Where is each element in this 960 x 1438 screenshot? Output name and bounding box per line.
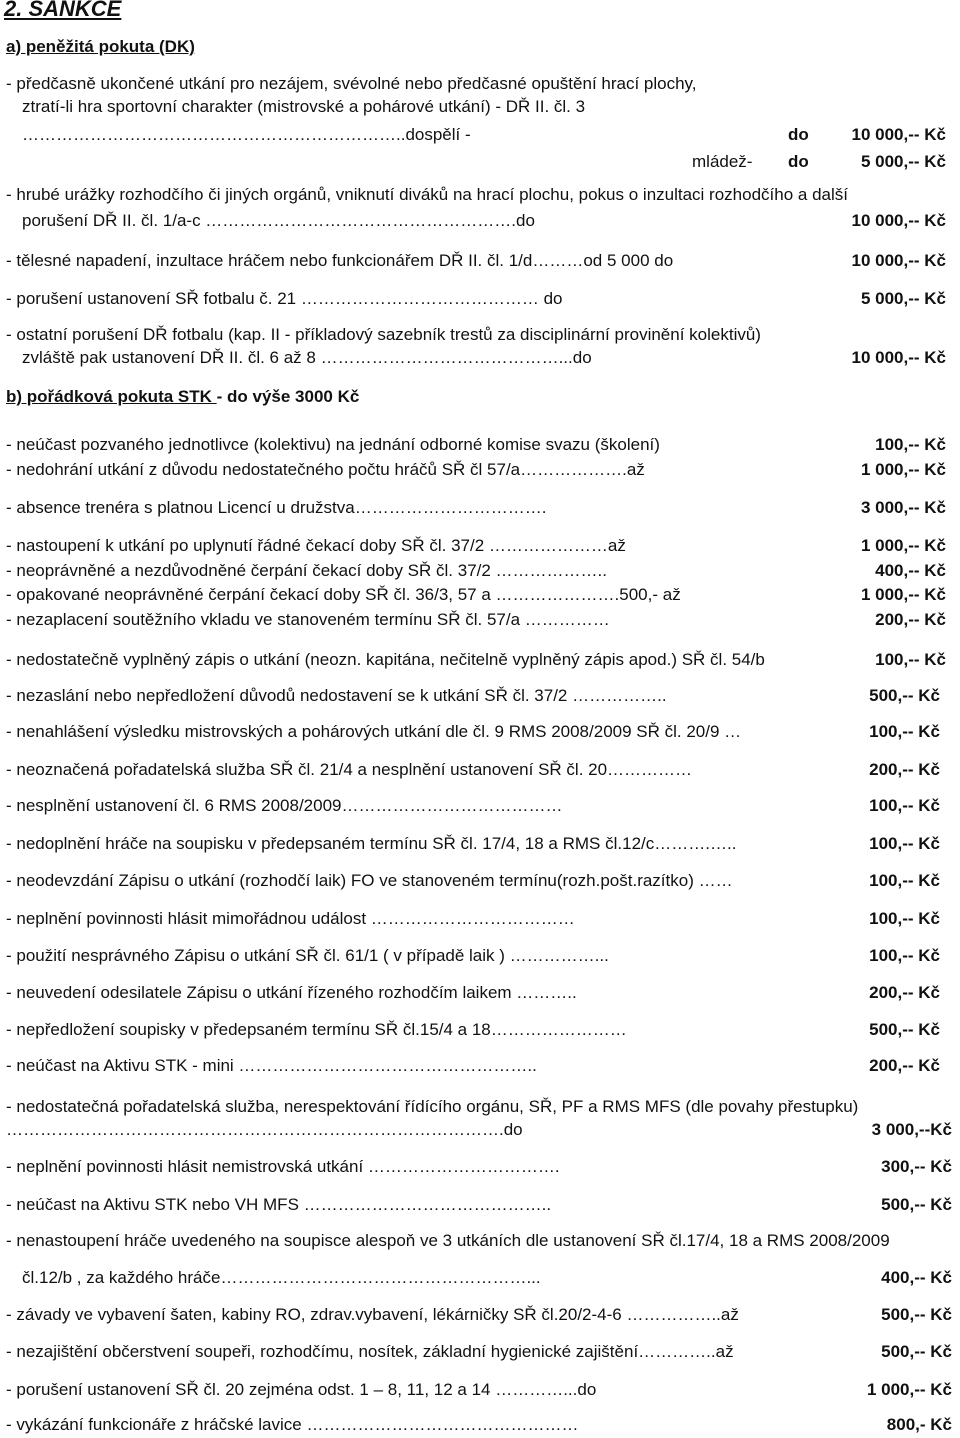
b-item-amount: 100,-- Kč — [875, 650, 946, 669]
b-item — [0, 1157, 960, 1179]
b-item-text: - použití nesprávného Zápisu o utkání SŘ čl. 61/1 ( v případě laik ) ……………... — [6, 946, 609, 965]
a-item-3-amount: 10 000,-- Kč — [851, 251, 946, 270]
a-item-1-line1: - předčasně ukončené utkání pro nezájem, svévolné nebo předčasné opuštění hrací plochy, — [6, 74, 697, 93]
b-item-text: - nenahlášení výsledku mistrovských a pohárových utkání dle čl. 9 RMS 2008/2009 SŘ čl. 20/9 … — [6, 722, 742, 741]
b-item — [0, 650, 960, 672]
b-item — [0, 760, 960, 782]
a-item-1-sub2-label: mládež- — [692, 152, 753, 171]
b-item — [0, 1268, 960, 1290]
b-item — [0, 585, 960, 607]
b-item — [0, 983, 960, 1005]
b-item — [0, 909, 960, 931]
b-item — [0, 1415, 960, 1437]
b-item-amount: 400,-- Kč — [875, 561, 946, 580]
b-item-amount: 1 000,-- Kč — [866, 1380, 952, 1399]
b-item-amount: 1 000,-- Kč — [860, 536, 946, 555]
b-item-amount: 500,-- Kč — [881, 1195, 952, 1214]
b-item-text: - nezaslání nebo nepředložení důvodů nedostavení se k utkání SŘ čl. 37/2 …………….. — [6, 686, 667, 705]
b-item — [0, 834, 960, 856]
a-item-3-line1: - tělesné napadení, inzultace hráčem nebo funkcionářem DŘ II. čl. 1/d………od 5 000 do — [6, 251, 674, 270]
b-item-text: - závady ve vybavení šaten, kabiny RO, zdrav.vybavení, lékárničky SŘ čl.20/2-4-6 ……………..až — [6, 1305, 739, 1324]
b-item-amount: 100,-- Kč — [869, 871, 940, 890]
b-item-text: - neoznačená pořadatelská služba SŘ čl. 21/4 a nesplnění ustanovení SŘ čl. 20…………… — [6, 760, 693, 779]
b-item-text: - neplnění povinnosti hlásit mimořádnou událost ……………………………… — [6, 909, 575, 928]
a-item-5-line1: - ostatní porušení DŘ fotbalu (kap. II - příkladový sazebník trestů za disciplinární provinění kolektivů) — [6, 325, 761, 344]
b-item — [0, 435, 960, 457]
b-item-amount: 200,-- Kč — [869, 983, 940, 1002]
b-item-amount: 500,-- Kč — [869, 686, 940, 705]
b-item — [0, 1305, 960, 1327]
b-item-amount: 200,-- Kč — [869, 1056, 940, 1075]
b-item — [0, 1195, 960, 1217]
b-item — [0, 1342, 960, 1364]
b-item — [0, 1231, 960, 1253]
b-item — [0, 1380, 960, 1402]
b-item — [0, 686, 960, 708]
b-item-text: - nenastoupení hráče uvedeného na soupisce alespoň ve 3 utkáních dle ustanovení SŘ čl.17/4, 18 a RMS 2008/2009 — [6, 1231, 890, 1250]
b-item — [0, 946, 960, 968]
section-b-heading-rest: - do výše 3000 Kč — [216, 387, 360, 406]
b-item — [0, 460, 960, 482]
b-item-text: - neodevzdání Zápisu o utkání (rozhodčí laik) FO ve stanoveném termínu(rozh.pošt.razítko) …… — [6, 871, 733, 890]
b-item-amount: 100,-- Kč — [869, 722, 940, 741]
b-item-amount: 1 000,-- Kč — [860, 585, 946, 604]
b-item-text: - nesplnění ustanovení čl. 6 RMS 2008/2009………………………………… — [6, 796, 563, 815]
b-item-text-line2: čl.12/b , za každého hráče………………………………………………... — [22, 1268, 541, 1287]
a-item-1-sub2-prefix: do — [788, 152, 809, 171]
b-item-text: - neplnění povinnosti hlásit nemistrovská utkání ……………………………. — [6, 1157, 560, 1176]
section-b-heading — [6, 387, 359, 407]
b-item-amount: 200,-- Kč — [869, 760, 940, 779]
b-item-text: - neúčast na Aktivu STK nebo VH MFS …………………………………….. — [6, 1195, 552, 1214]
b-item-amount: 100,-- Kč — [869, 834, 940, 853]
b-item-text: - porušení ustanovení SŘ čl. 20 zejména odst. 1 – 8, 11, 12 a 14 …………...do — [6, 1380, 597, 1399]
b-item-text-line2: …………………………………………………………………………….do — [6, 1120, 523, 1139]
b-item-text: - nedostatečně vyplněný zápis o utkání (neozn. kapitána, nečitelně vyplněný zápis apod.) SŘ čl. 54/b — [6, 650, 765, 669]
b-item-amount: 3 000,-- Kč — [860, 498, 946, 517]
b-item-amount: 100,-- Kč — [869, 946, 940, 965]
b-item — [0, 871, 960, 893]
b-item-amount: 500,-- Kč — [881, 1342, 952, 1361]
a-item-4-amount: 5 000,-- Kč — [860, 289, 946, 308]
b-item — [0, 1056, 960, 1078]
a-item-5-line2: zvláště pak ustanovení DŘ II. čl. 6 až 8 ……………………………………...do — [22, 348, 592, 367]
b-item — [0, 498, 960, 520]
b-item-amount: 800,- Kč — [886, 1415, 952, 1434]
a-item-1-sub1-amount: 10 000,-- Kč — [851, 125, 946, 144]
b-item-text: - nedostatečná pořadatelská služba, nerespektování řídícího orgánu, SŘ, PF a RMS MFS (dle povahy přestupku) — [6, 1097, 859, 1116]
b-item-text: - nedohrání utkání z důvodu nedostatečného počtu hráčů SŘ čl 57/a……………….až — [6, 460, 645, 479]
b-item-amount: 100,-- Kč — [869, 796, 940, 815]
b-item-text: - nedoplnění hráče na soupisku v předepsaném termínu SŘ čl. 17/4, 18 a RMS čl.12/c……….….. — [6, 834, 737, 853]
b-item — [0, 1097, 960, 1119]
b-item-amount: 100,-- Kč — [875, 435, 946, 454]
b-item — [0, 536, 960, 558]
a-item-5-amount: 10 000,-- Kč — [851, 348, 946, 367]
a-item-1-sub1-prefix: do — [788, 125, 809, 144]
a-item-1-sub1-label: …………………………………………………………..dospělí - — [22, 125, 471, 144]
b-item-amount: 1 000,-- Kč — [860, 460, 946, 479]
a-item-2-amount: 10 000,-- Kč — [851, 211, 946, 230]
b-item-text: - neoprávněné a nezdůvodněné čerpání čekací doby SŘ čl. 37/2 ……………….. — [6, 561, 607, 580]
b-item — [0, 722, 960, 744]
b-item-text: - nezaplacení soutěžního vkladu ve stanoveném termínu SŘ čl. 57/a …………… — [6, 610, 610, 629]
b-item — [0, 1120, 960, 1142]
a-item-4-line1: - porušení ustanovení SŘ fotbalu č. 21 …………………………………… do — [6, 289, 563, 308]
b-item-text: - neuvedení odesilatele Zápisu o utkání řízeného rozhodčím laikem ……….. — [6, 983, 577, 1002]
b-item-text: - neúčast pozvaného jednotlivce (kolektivu) na jednání odborné komise svazu (školení) — [6, 435, 660, 454]
b-item-amount: 500,-- Kč — [881, 1305, 952, 1324]
b-item — [0, 1020, 960, 1042]
b-item-text: - vykázání funkcionáře z hráčské lavice ………………………………………… — [6, 1415, 579, 1434]
b-item-text: - opakované neoprávněné čerpání čekací doby SŘ čl. 36/3, 57 a ………………….500,- až — [6, 585, 681, 604]
b-item — [0, 561, 960, 583]
b-item-amount: 200,-- Kč — [875, 610, 946, 629]
section-a-heading: a) peněžitá pokuta (DK) — [6, 37, 195, 56]
b-item-text: - neúčast na Aktivu STK - mini …………………………………………….. — [6, 1056, 537, 1075]
a-item-1-sub2-amount: 5 000,-- Kč — [860, 152, 946, 171]
b-item-text: - absence trenéra s platnou Licencí u družstva……………………………. — [6, 498, 547, 517]
b-item-text: - nepředložení soupisky v předepsaném termínu SŘ čl.15/4 a 18…………………… — [6, 1020, 627, 1039]
b-item — [0, 796, 960, 818]
b-item — [0, 610, 960, 632]
b-item-amount: 400,-- Kč — [881, 1268, 952, 1287]
b-item-amount: 300,-- Kč — [881, 1157, 952, 1176]
b-item-amount: 100,-- Kč — [869, 909, 940, 928]
section-title: 2. SANKCE — [4, 0, 122, 21]
a-item-1-line2: ztratí-li hra sportovní charakter (mistrovské a pohárové utkání) - DŘ II. čl. 3 — [22, 97, 586, 116]
b-item-amount: 500,-- Kč — [869, 1020, 940, 1039]
section-b-heading-main: b) pořádková pokuta STK — [6, 387, 217, 406]
b-item-text: - nezajištění občerstvení soupeři, rozhodčímu, nosítek, základní hygienické zajištění…………..až — [6, 1342, 734, 1361]
b-item-amount: 3 000,--Kč — [871, 1120, 952, 1139]
a-item-2-line2: porušení DŘ II. čl. 1/a-c ……………………………………………….do — [22, 211, 535, 230]
a-item-2-line1: - hrubé urážky rozhodčího či jiných orgánů, vniknutí diváků na hrací plochu, pokus o inzultaci rozhodčího a další — [6, 185, 848, 204]
b-item-text: - nastoupení k utkání po uplynutí řádné čekací doby SŘ čl. 37/2 …………………až — [6, 536, 626, 555]
